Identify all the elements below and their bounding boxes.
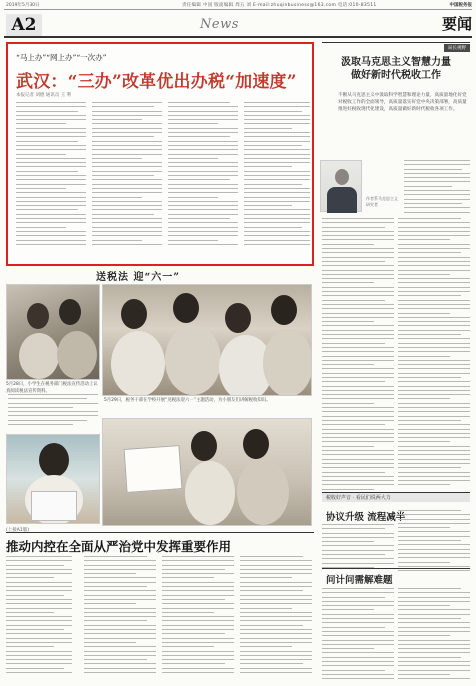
lead-article-frame: [6, 42, 314, 266]
lead-text-column-3: [168, 102, 238, 248]
lead-text-column-4: [244, 102, 310, 248]
photo-girl-with-book: [6, 434, 100, 524]
header-rule: [4, 36, 472, 38]
lead-headline: 武汉：“三办”改革优出办税“加速度”: [16, 72, 297, 92]
bottom-text-column-3: [162, 556, 234, 676]
right-lower-banner: 税收好声音 · 看民们说两大力: [322, 492, 470, 502]
portrait-body: [327, 187, 357, 213]
photo-children-reading: [6, 284, 100, 380]
column-tag-bar: [322, 42, 470, 51]
right-text-column-1: [322, 218, 394, 493]
right-subheadline-2: 问计问需解难题: [326, 575, 393, 586]
right-lower-text-1b: [398, 510, 470, 574]
lead-text-column-2: [92, 102, 162, 248]
bottom-text-column-2: [84, 556, 156, 676]
photo-caption-2: 5月29日，税务干部在学校开展“送税法迎六一”主题活动，为小朋友们讲解税收知识。: [104, 398, 271, 403]
editor-meta: 责任编辑 中国 版面编辑 周五 刘 E-mail:zhuqinbusiness@163.com 电话:010-83511: [182, 3, 377, 8]
page-number: A2: [6, 14, 42, 36]
bottom-headline: 推动内控在全面从严治党中发挥重要作用: [6, 532, 314, 555]
masthead-strip: [4, 2, 472, 10]
photo-students-with-booklets: [102, 418, 312, 526]
right-headline: 汲取马克思主义智慧力量 做好新时代税收工作: [341, 57, 451, 81]
issue-date: 2019年5月30日: [6, 3, 40, 8]
newspaper-brand: 中国税务报: [449, 3, 472, 8]
right-lower-text-1a: [322, 524, 394, 571]
photo-section-heading: 送税法 迎“六一”: [96, 272, 180, 283]
column-tag-label: 局长视野: [444, 44, 470, 52]
photo-caption-1: 5月28日，小学生在税务部门税法宣传活动上认真阅读税法宣传资料。: [6, 382, 98, 394]
right-text-column-top: [404, 160, 470, 216]
right-subheadline-1: 协议升级 流程减半: [326, 512, 406, 523]
photo-tax-officers-with-students: [102, 284, 312, 396]
photo-side-text: [8, 394, 98, 428]
section-name: 要闻: [441, 15, 472, 33]
news-label: News: [200, 17, 239, 32]
right-lower-text-2b: [398, 588, 470, 683]
bottom-text-column-1: [6, 556, 72, 676]
lead-byline: 本报记者 刘德 通讯员 王 利: [16, 93, 72, 98]
right-text-column-2: [398, 218, 470, 489]
lead-kicker: “马上办”“网上办”“一次办”: [16, 53, 107, 62]
author-portrait: [320, 160, 362, 212]
right-intro: 不断从马克思主义中汲取科学智慧和理论力量，高质量地化好党对税收工作的全面领导，高质量落实好党中央决策部署，高质量推进好税收现代化建设，高质量做好新时代税收各项工作。: [338, 93, 467, 112]
bottom-text-column-4: [240, 556, 312, 676]
portrait-head: [335, 169, 349, 185]
lead-text-column-1: [16, 102, 86, 248]
continued-from-tag: (上接A1版): [6, 528, 29, 533]
right-lower-text-2a: [322, 588, 394, 683]
right-lower-rule: [322, 568, 470, 569]
portrait-caption: 作者系马克思主义研究者: [366, 196, 398, 207]
